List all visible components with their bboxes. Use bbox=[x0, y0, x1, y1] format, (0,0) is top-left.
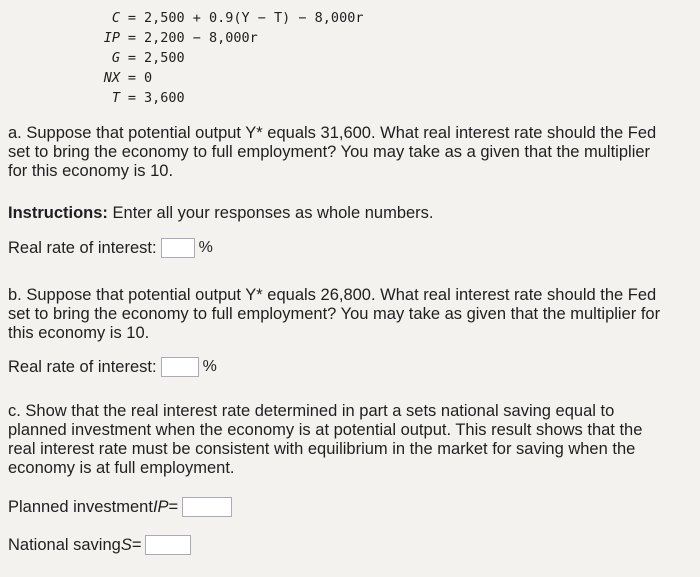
equation-net-exports: NX = 0 bbox=[103, 70, 153, 86]
answer-a-unit: % bbox=[198, 239, 213, 256]
answer-b-label: Real rate of interest: bbox=[8, 357, 157, 376]
question-part-a: a. Suppose that potential output Y* equals 31,600. What real interest rate should the Fed set to bring the economy to full employment? You may take as a given that the multiplier for this economy is 10. bbox=[8, 124, 657, 180]
instructions bbox=[8, 204, 434, 223]
equation-consumption: C = 2,500 + 0.9(Y − T) − 8,000r bbox=[111, 10, 364, 26]
national-saving-label: National saving bbox=[8, 535, 121, 554]
answer-a-label: Real rate of interest: bbox=[8, 238, 157, 257]
answer-row-planned-investment bbox=[8, 497, 236, 517]
answer-row-national-saving bbox=[8, 535, 195, 555]
answer-b-unit: % bbox=[202, 358, 217, 375]
equations-block bbox=[86, 8, 363, 108]
answer-b-input[interactable] bbox=[161, 357, 199, 377]
planned-investment-input[interactable] bbox=[182, 497, 232, 517]
answer-row-a bbox=[8, 238, 213, 258]
national-saving-input[interactable] bbox=[145, 535, 191, 555]
planned-investment-eq: = bbox=[168, 497, 179, 516]
national-saving-symbol: S bbox=[120, 535, 132, 554]
answer-a-input[interactable] bbox=[161, 238, 195, 258]
instructions-text: Enter all your responses as whole numbers. bbox=[107, 204, 434, 222]
question-part-c: c. Show that the real interest rate determined in part a sets national saving equal to planned investment when the economy is at potential output. This result shows that the real interest rate must be consistent with equilibrium in the market for saving when the economy is at full employment. bbox=[8, 402, 643, 477]
answer-row-b bbox=[8, 357, 217, 377]
instructions-label: Instructions: bbox=[8, 204, 108, 222]
equation-planned-investment: IP = 2,200 − 8,000r bbox=[103, 30, 258, 46]
planned-investment-symbol: IP bbox=[152, 497, 169, 516]
question-part-b: b. Suppose that potential output Y* equals 26,800. What real interest rate should the Fed set to bring the economy to full employment? You may take as given that the multiplier for this economy is 10. bbox=[8, 286, 661, 342]
national-saving-eq: = bbox=[131, 535, 142, 554]
equation-taxes: T = 3,600 bbox=[111, 90, 185, 106]
equation-government: G = 2,500 bbox=[111, 50, 185, 66]
planned-investment-label: Planned investment bbox=[8, 497, 153, 516]
